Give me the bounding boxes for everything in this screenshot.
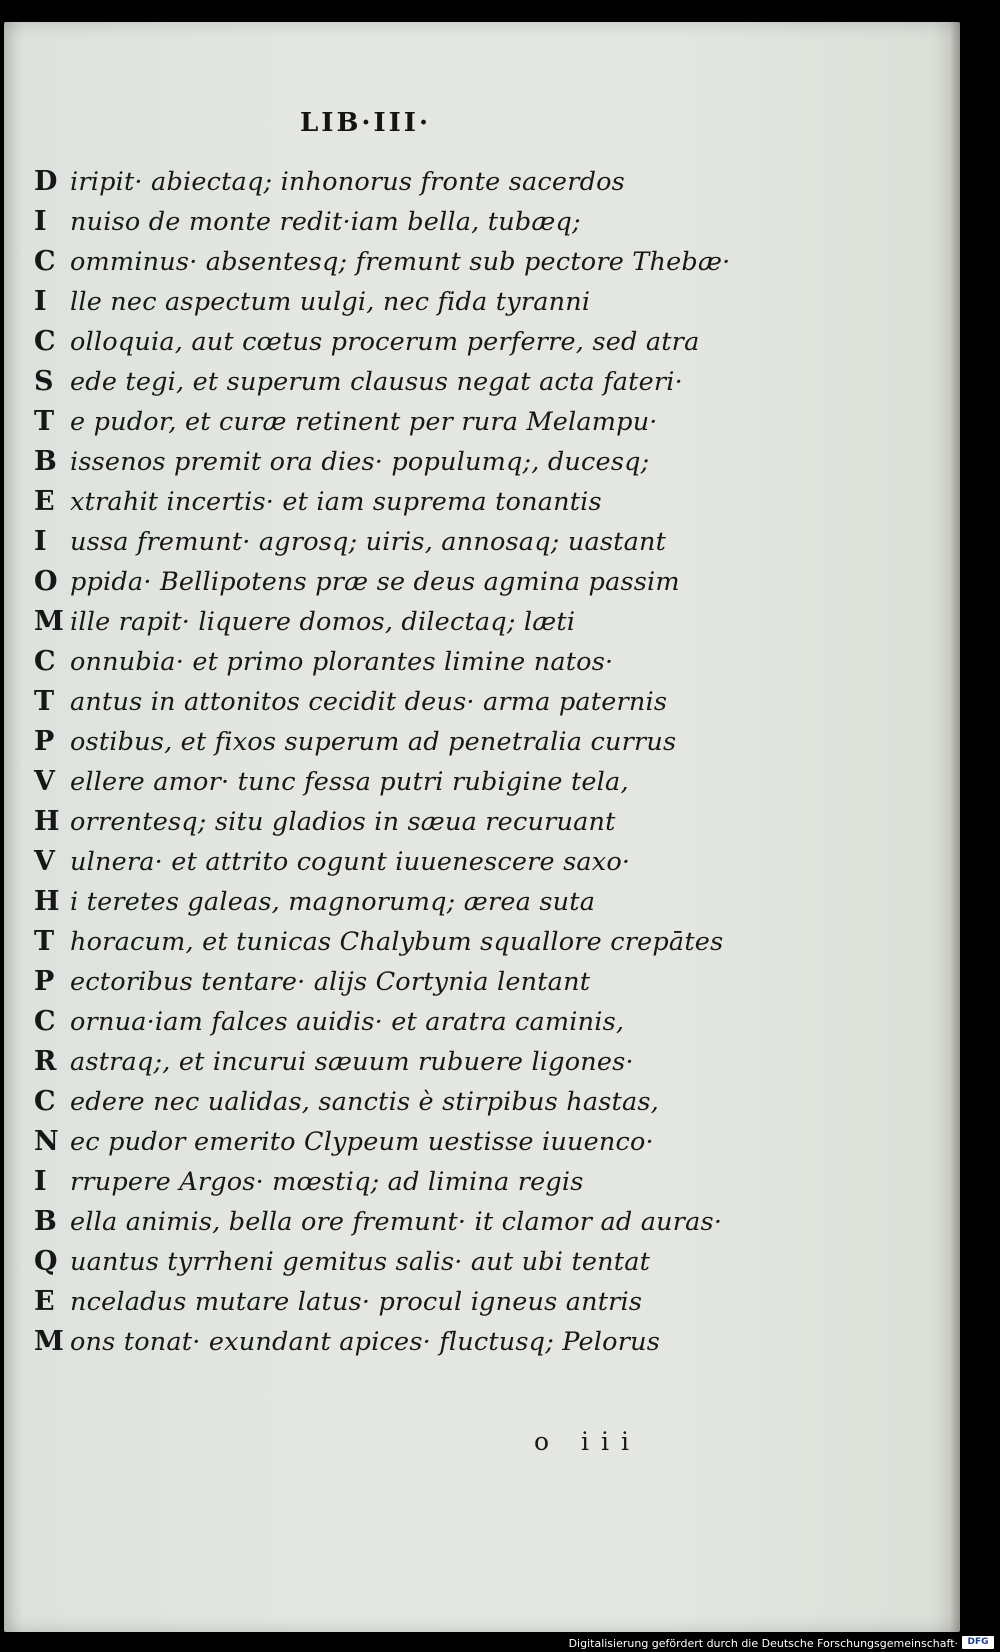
verse-initial: T <box>34 926 55 957</box>
verse-initial: C <box>34 1086 56 1117</box>
verse-text: olloquia, aut cœtus procerum perferre, sed atra <box>70 327 700 357</box>
verse-initial: S <box>34 366 54 397</box>
verse-initial: D <box>34 166 58 197</box>
verse-text: orrentesq; situ gladios in sæua recuruant <box>70 807 616 837</box>
verse-initial: C <box>34 246 56 277</box>
verse-initial: O <box>34 566 58 597</box>
verse-initial: T <box>34 406 55 437</box>
dfg-logo <box>962 1636 994 1649</box>
verse-text: nuiso de monte redit·iam bella, tubæq; <box>70 207 581 237</box>
verse-text: ella animis, bella ore fremunt· it clamor ad auras· <box>70 1207 723 1237</box>
verse-initial: C <box>34 326 56 357</box>
book-page <box>4 22 960 1632</box>
dfg-logo-text: DFG <box>967 1637 989 1647</box>
verse-text: ostibus, et fixos superum ad penetralia currus <box>70 727 677 757</box>
verse-initial: C <box>34 646 56 677</box>
verse-initial: I <box>34 286 47 317</box>
verse-initial: I <box>34 526 47 557</box>
verse-text: ussa fremunt· agrosq; uiris, annosaq; uastant <box>70 527 667 557</box>
verse-initial: T <box>34 686 55 717</box>
page-edge-shadow <box>950 22 960 1632</box>
running-head: LIB·III· <box>300 108 432 138</box>
verse-text: xtrahit incertis· et iam suprema tonantis <box>70 487 602 517</box>
signature-mark: o iii <box>534 1427 641 1456</box>
verse-text: e pudor, et curæ retinent per rura Melampu· <box>70 407 658 437</box>
verse-initial: B <box>34 446 57 477</box>
verse-initial: H <box>34 806 60 837</box>
verse-text: horacum, et tunicas Chalybum squallore crepātes <box>70 927 724 957</box>
verse-text: ede tegi, et superum clausus negat acta fateri· <box>70 367 683 397</box>
verse-text: omminus· absentesq; fremunt sub pectore Thebæ· <box>70 247 731 277</box>
verse-initial: M <box>34 1326 64 1357</box>
verse-text: ulnera· et attrito cogunt iuuenescere saxo· <box>70 847 631 877</box>
verse-text: iripit· abiectaq; inhonorus fronte sacerdos <box>70 167 625 197</box>
verse-text: ellere amor· tunc fessa putri rubigine tela, <box>70 767 629 797</box>
verse-initial: R <box>34 1046 57 1077</box>
verse-initial: Q <box>34 1246 58 1277</box>
verse-text: ec pudor emerito Clypeum uestisse iuuenco· <box>70 1127 654 1157</box>
verse-text: ornua·iam falces auidis· et aratra caminis, <box>70 1007 625 1037</box>
verse-text: onnubia· et primo plorantes limine natos· <box>70 647 614 677</box>
verse-initial: M <box>34 606 64 637</box>
verse-initial: I <box>34 206 47 237</box>
verse-initial: N <box>34 1126 59 1157</box>
verse-text: uantus tyrrheni gemitus salis· aut ubi tentat <box>70 1247 651 1277</box>
verse-initial: P <box>34 726 55 757</box>
verse-text: antus in attonitos cecidit deus· arma paternis <box>70 687 668 717</box>
verse-text: i teretes galeas, magnorumq; ærea suta <box>70 887 596 917</box>
verse-initial: V <box>34 846 55 877</box>
verse-text: nceladus mutare latus· procul igneus antris <box>70 1287 643 1317</box>
verse-text: issenos premit ora dies· populumq;, ducesq; <box>70 447 650 477</box>
verse-initial: E <box>34 1286 55 1317</box>
verse-text: rrupere Argos· mœstiq; ad limina regis <box>70 1167 584 1197</box>
verse-text: ons tonat· exundant apices· fluctusq; Pelorus <box>70 1327 661 1357</box>
verse-text: lle nec aspectum uulgi, nec fida tyranni <box>70 287 591 317</box>
verse-initial: E <box>34 486 55 517</box>
verse-initial: H <box>34 886 60 917</box>
verse-text: astraq;, et incurui sæuum rubuere ligones· <box>70 1047 634 1077</box>
verse-initial: C <box>34 1006 56 1037</box>
verse-initial: B <box>34 1206 57 1237</box>
verse-text: ppida· Bellipotens præ se deus agmina passim <box>70 567 680 597</box>
verse-text: ille rapit· liquere domos, dilectaq; læti <box>70 607 576 637</box>
verse-initial: I <box>34 1166 47 1197</box>
verse-initial: P <box>34 966 55 997</box>
verse-initial: V <box>34 766 55 797</box>
funding-credit: Digitalisierung gefördert durch die Deutsche Forschungsgemeinschaft· <box>568 1637 958 1650</box>
verse-text: ectoribus tentare· alijs Cortynia lentant <box>70 967 591 997</box>
verse-text: edere nec ualidas, sanctis è stirpibus hastas, <box>70 1087 659 1117</box>
